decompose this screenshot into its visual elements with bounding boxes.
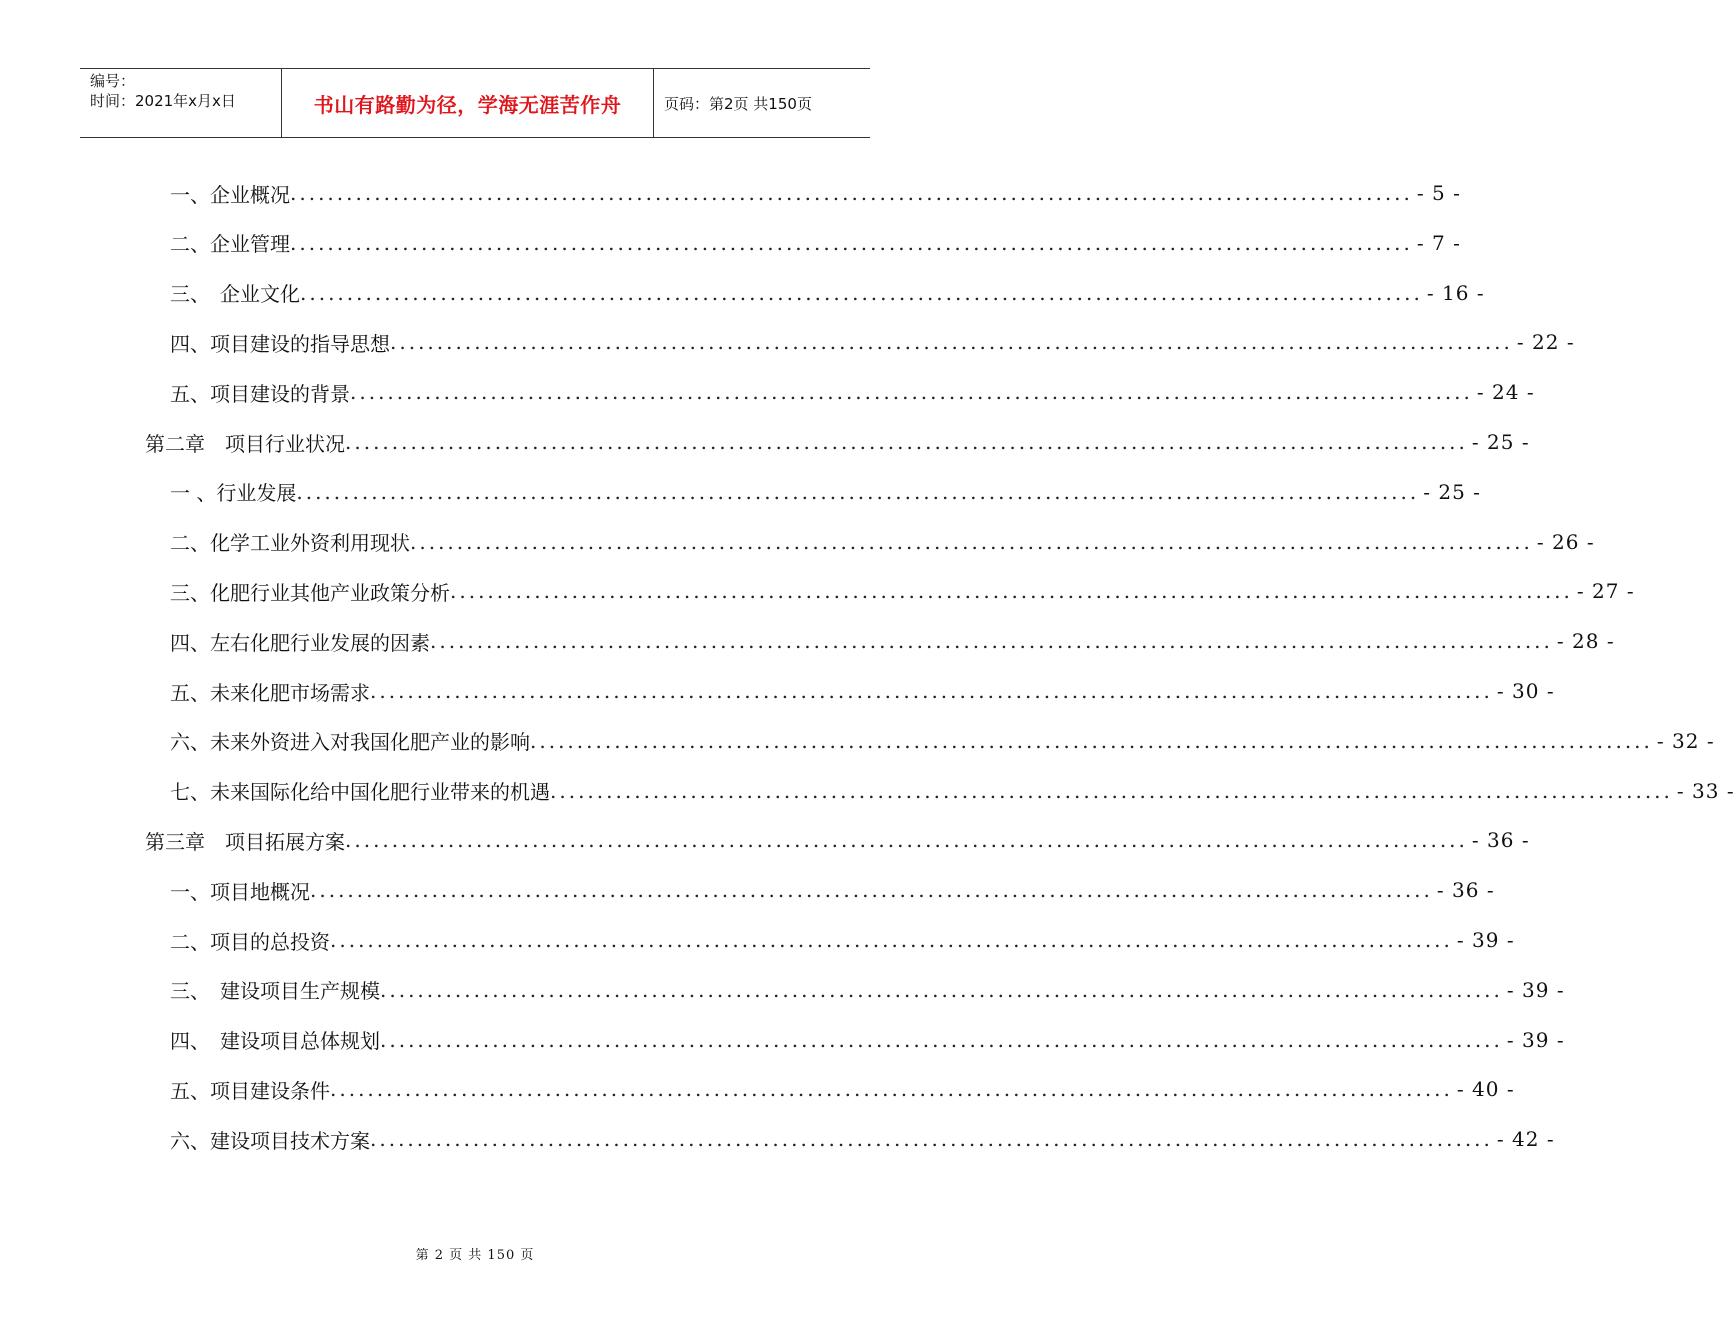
header-motto: 书山有路勤为径，学海无涯苦作舟 bbox=[313, 92, 622, 117]
toc-entry-page: - 36 - bbox=[1436, 878, 1495, 903]
toc-entry-title: 三、 建设项目生产规模 bbox=[170, 979, 380, 1004]
toc-entry-page: - 39 - bbox=[1456, 928, 1515, 952]
toc-entry[interactable] bbox=[145, 417, 1530, 467]
toc-entry-title: 六、建设项目技术方案 bbox=[170, 1128, 370, 1153]
toc-entry-page: - 24 - bbox=[1476, 380, 1535, 405]
toc-entry-page: - 16 - bbox=[1426, 280, 1485, 305]
toc-entry[interactable] bbox=[170, 616, 1615, 666]
toc-entry-title: 五、项目建设条件 bbox=[170, 1078, 330, 1103]
toc-dot-leader: ........................................................................................................................ bbox=[345, 430, 1468, 454]
toc-entry-title: 一、企业概况 bbox=[170, 182, 290, 207]
toc-dot-leader: ........................................................................................................................ bbox=[430, 629, 1553, 654]
toc-entry-title: 七、未来国际化给中国化肥行业带来的机遇 bbox=[170, 780, 550, 805]
toc-entry[interactable] bbox=[170, 716, 1715, 766]
toc-dot-leader: ........................................................................................................................ bbox=[390, 330, 1513, 355]
toc-entry-page: - 26 - bbox=[1536, 529, 1595, 554]
toc-dot-leader: ........................................................................................................................ bbox=[300, 280, 1423, 305]
toc-entry[interactable] bbox=[170, 168, 1461, 218]
toc-entry[interactable] bbox=[170, 1114, 1555, 1164]
toc-dot-leader: ........................................................................................................................ bbox=[550, 778, 1673, 803]
toc-dot-leader: ........................................................................................................................ bbox=[450, 579, 1573, 604]
toc-entry-page: - 5 - bbox=[1416, 181, 1461, 205]
document-time: 时间：2021年x月x日 bbox=[90, 92, 236, 110]
header-page-info-cell bbox=[654, 69, 870, 137]
toc-entry-page: - 40 - bbox=[1456, 1077, 1515, 1102]
page-footer: 第 2 页 共 150 页 bbox=[415, 1248, 535, 1263]
toc-entry[interactable] bbox=[170, 1064, 1515, 1114]
toc-entry-page: - 39 - bbox=[1506, 1027, 1565, 1052]
toc-entry-page: - 33 - bbox=[1676, 778, 1735, 803]
toc-entry-page: - 27 - bbox=[1576, 579, 1635, 604]
document-number-label: 编号： bbox=[90, 72, 136, 90]
toc-dot-leader: ........................................................................................................................ bbox=[290, 181, 1413, 205]
toc-dot-leader: ........................................................................................................................ bbox=[530, 728, 1653, 753]
header-motto-cell bbox=[281, 69, 654, 137]
toc-dot-leader: ........................................................................................................................ bbox=[380, 977, 1503, 1002]
toc-entry-title: 五、项目建设的背景 bbox=[170, 381, 350, 406]
toc-entry-page: - 36 - bbox=[1471, 828, 1530, 853]
toc-entry[interactable] bbox=[170, 865, 1495, 915]
toc-dot-leader: ........................................................................................................................ bbox=[370, 1127, 1493, 1152]
toc-entry-title: 第三章 项目拓展方案 bbox=[145, 829, 345, 854]
toc-entry-page: - 7 - bbox=[1416, 230, 1461, 255]
toc-entry-title: 一、项目地概况 bbox=[170, 879, 310, 904]
toc-entry-title: 二、化学工业外资利用现状 bbox=[170, 531, 410, 556]
toc-entry-page: - 28 - bbox=[1556, 629, 1615, 654]
toc-entry-title: 三、 企业文化 bbox=[170, 282, 300, 307]
toc-entry[interactable] bbox=[170, 317, 1575, 367]
toc-entry[interactable] bbox=[170, 766, 1735, 816]
toc-entry-page: - 39 - bbox=[1506, 977, 1565, 1002]
toc-entry[interactable] bbox=[170, 218, 1461, 268]
toc-entry-page: - 30 - bbox=[1496, 679, 1555, 703]
toc-entry-page: - 22 - bbox=[1516, 330, 1575, 355]
toc-dot-leader: ........................................................................................................................ bbox=[345, 828, 1468, 853]
toc-entry-page: - 42 - bbox=[1496, 1127, 1555, 1152]
toc-entry-title: 三、化肥行业其他产业政策分析 bbox=[170, 580, 450, 605]
toc-dot-leader: ........................................................................................................................ bbox=[410, 529, 1533, 554]
toc-entry-page: - 25 - bbox=[1423, 479, 1481, 504]
toc-entry[interactable] bbox=[145, 815, 1530, 865]
page-header bbox=[80, 68, 870, 138]
header-meta bbox=[80, 69, 281, 137]
toc-entry[interactable] bbox=[170, 367, 1535, 417]
toc-entry-title: 二、企业管理 bbox=[170, 232, 290, 257]
toc-entry-title: 五、未来化肥市场需求 bbox=[170, 680, 370, 705]
toc-entry[interactable] bbox=[170, 467, 1481, 517]
toc-entry-page: - 32 - bbox=[1656, 728, 1715, 753]
toc-entry-title: 四、项目建设的指导思想 bbox=[170, 331, 390, 356]
toc-entry-title: 一 、行业发展 bbox=[170, 481, 297, 506]
toc-dot-leader: ........................................................................................................................ bbox=[330, 1077, 1453, 1102]
toc-entry[interactable] bbox=[170, 666, 1555, 716]
toc-entry-title: 第二章 项目行业状况 bbox=[145, 431, 345, 456]
toc-entry-title: 六、未来外资进入对我国化肥产业的影响 bbox=[170, 730, 530, 755]
toc-dot-leader: ........................................................................................................................ bbox=[380, 1027, 1503, 1052]
header-page-info: 页码：第2页 共150页 bbox=[664, 94, 812, 113]
toc-entry[interactable] bbox=[170, 566, 1635, 616]
toc-dot-leader: ........................................................................................................................ bbox=[370, 679, 1493, 703]
toc-dot-leader: ........................................................................................................................ bbox=[350, 380, 1473, 405]
toc-dot-leader: ........................................................................................................................ bbox=[296, 479, 1420, 504]
toc-entry-title: 四、左右化肥行业发展的因素 bbox=[170, 630, 430, 655]
toc-entry-title: 四、 建设项目总体规划 bbox=[170, 1029, 380, 1054]
toc-entry[interactable] bbox=[170, 517, 1595, 567]
toc-entry[interactable] bbox=[170, 1015, 1565, 1065]
toc-dot-leader: ........................................................................................................................ bbox=[310, 878, 1433, 903]
toc-dot-leader: ........................................................................................................................ bbox=[290, 230, 1413, 255]
toc-dot-leader: ........................................................................................................................ bbox=[330, 928, 1453, 952]
toc-entry[interactable] bbox=[170, 965, 1565, 1015]
toc-entry[interactable] bbox=[170, 915, 1515, 965]
toc-entry[interactable] bbox=[170, 268, 1485, 318]
toc-entry-title: 二、项目的总投资 bbox=[170, 929, 330, 954]
toc-entry-page: - 25 - bbox=[1471, 430, 1530, 454]
